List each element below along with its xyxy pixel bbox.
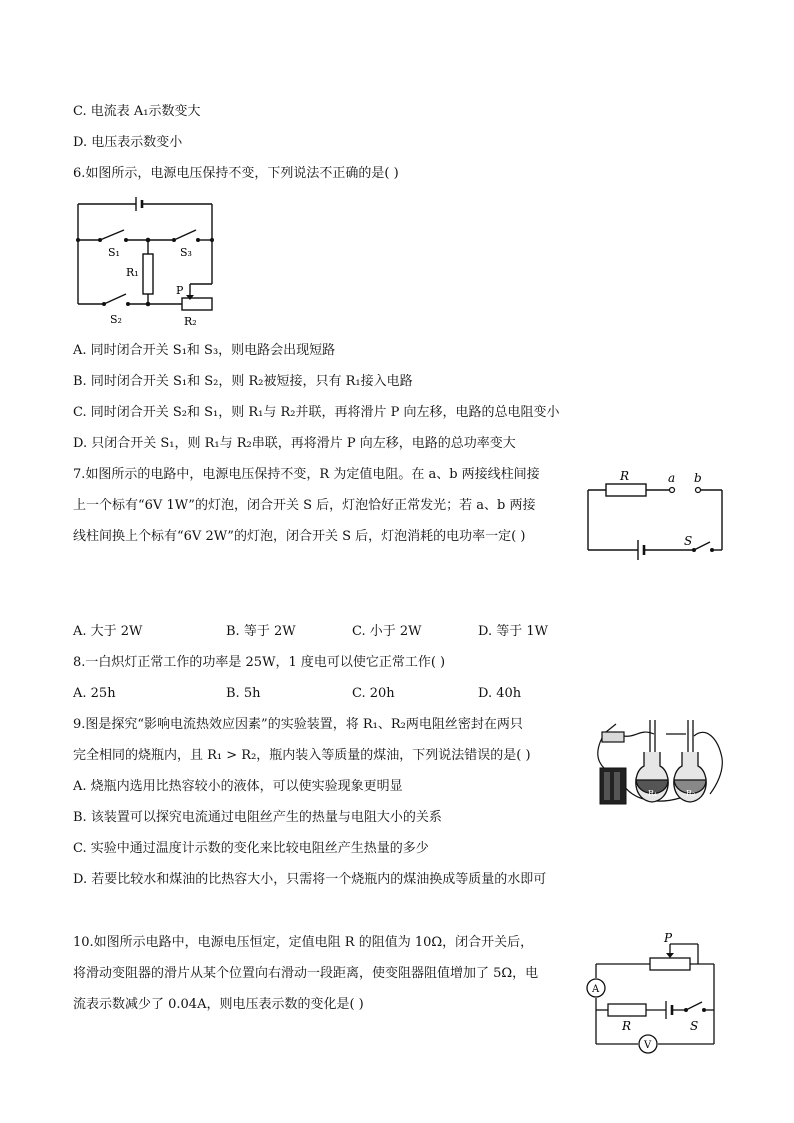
q9-label-r1: R₁ — [648, 789, 658, 798]
q10-stem-line-3: 流表示数减少了 0.04A，则电压表示数的变化是( ) — [73, 997, 364, 1012]
q10-label-voltmeter: V — [644, 1040, 652, 1051]
q9-stem-line-2: 完全相同的烧瓶内，且 R₁ > R₂，瓶内装入等质量的煤油，下列说法错误的是( ) — [73, 748, 531, 763]
q7-label-s: S — [684, 534, 693, 548]
q10-stem-line-1: 10.如图所示电路中，电源电压恒定，定值电阻 R 的阻值为 10Ω，闭合开关后， — [73, 935, 534, 950]
q7-option-b: B. 等于 2W — [226, 624, 296, 639]
q7-option-c: C. 小于 2W — [352, 624, 422, 639]
q6-label-r1: R₁ — [126, 266, 139, 279]
q6-option-d: D. 只闭合开关 S₁，则 R₁与 R₂串联，再将滑片 P 向左移，电路的总功率变大 — [73, 436, 516, 451]
q9-option-a: A. 烧瓶内选用比热容较小的液体，可以使实验现象更明显 — [73, 779, 403, 794]
q8-option-d: D. 40h — [478, 686, 522, 701]
q9-experiment-apparatus — [596, 716, 732, 808]
q6-option-a: A. 同时闭合开关 S₁和 S₃，则电路会出现短路 — [73, 343, 336, 358]
q6-stem: 6.如图所示，电源电压保持不变，下列说法不正确的是( ) — [73, 166, 399, 181]
q8-stem: 8.一白炽灯正常工作的功率是 25W，1 度电可以使它正常工作( ) — [73, 655, 446, 670]
q10-label-r: R — [622, 1019, 632, 1033]
q7-label-a: a — [668, 471, 676, 485]
q6-option-c: C. 同时闭合开关 S₂和 S₁，则 R₁与 R₂并联，再将滑片 P 向左移，电路的总电阻变小 — [73, 405, 560, 420]
q7-stem-line-3: 线柱间换上个标有“6V 2W”的灯泡，闭合开关 S 后，灯泡消耗的电功率一定( ) — [73, 529, 526, 544]
q7-label-r: R — [620, 469, 630, 483]
q7-label-b: b — [694, 471, 702, 485]
q7-option-d: D. 等于 1W — [478, 624, 548, 639]
q6-label-s1: S₁ — [108, 246, 120, 259]
q6-label-r2: R₂ — [184, 315, 197, 328]
q10-stem-line-2: 将滑动变阻器的滑片从某个位置向右滑动一段距离，使变阻器阻值增加了 5Ω，电 — [73, 966, 539, 981]
q9-option-b: B. 该装置可以探究电流通过电阻丝产生的热量与电阻大小的关系 — [73, 810, 442, 825]
q10-circuit-diagram — [580, 932, 724, 1058]
q10-label-p: P — [664, 932, 673, 945]
q9-option-d: D. 若要比较水和煤油的比热容大小，只需将一个烧瓶内的煤油换成等质量的水即可 — [73, 872, 547, 887]
q8-option-b: B. 5h — [226, 686, 261, 701]
q7-circuit-diagram — [582, 466, 732, 566]
q7-stem-line-1: 7.如图所示的电路中，电源电压保持不变，R 为定值电阻。在 a、b 两接线柱间接 — [73, 467, 540, 482]
q6-label-s2: S₂ — [110, 313, 122, 326]
q6-circuit-diagram — [70, 192, 230, 332]
q5-option-c: C. 电流表 A₁示数变大 — [73, 104, 201, 119]
q7-option-a: A. 大于 2W — [73, 624, 143, 639]
q10-label-ammeter: A — [592, 984, 600, 995]
q9-stem-line-1: 9.图是探究“影响电流热效应因素”的实验装置，将 R₁、R₂两电阻丝密封在两只 — [73, 717, 523, 732]
q8-option-c: C. 20h — [352, 686, 395, 701]
q7-stem-line-2: 上一个标有“6V 1W”的灯泡，闭合开关 S 后，灯泡恰好正常发光；若 a、b 两接 — [73, 498, 536, 513]
q10-label-s: S — [690, 1019, 699, 1033]
q6-option-b: B. 同时闭合开关 S₁和 S₂，则 R₂被短接，只有 R₁接入电路 — [73, 374, 413, 389]
q5-option-d: D. 电压表示数变小 — [73, 135, 183, 150]
q9-option-c: C. 实验中通过温度计示数的变化来比较电阻丝产生热量的多少 — [73, 841, 429, 856]
q6-label-p: P — [176, 284, 184, 297]
q6-label-s3: S₃ — [180, 246, 192, 259]
q8-option-a: A. 25h — [73, 686, 116, 701]
q9-label-r2: R₂ — [686, 789, 696, 798]
